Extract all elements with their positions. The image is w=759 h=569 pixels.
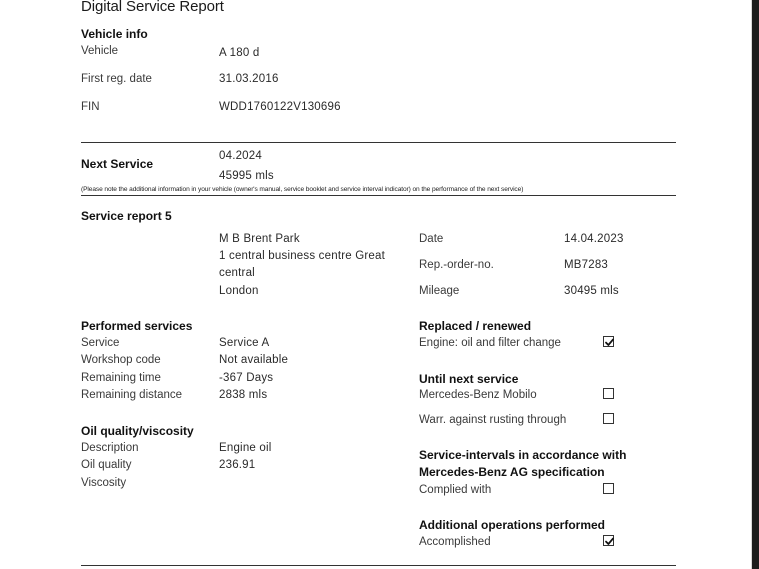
- page-title: Digital Service Report: [81, 0, 224, 15]
- oil-quality-label: Oil quality: [81, 459, 132, 471]
- engine-oil-filter-checkbox[interactable]: [603, 336, 614, 347]
- next-service-date: 04.2024: [219, 150, 262, 162]
- fin-value: WDD1760122V130696: [219, 101, 341, 113]
- date-label: Date: [419, 233, 444, 245]
- first-reg-date-value: 31.03.2016: [219, 73, 279, 85]
- mileage-label: Mileage: [419, 285, 460, 297]
- divider: [81, 195, 676, 196]
- rep-order-no-label: Rep.-order-no.: [419, 259, 494, 271]
- complied-with-label: Complied with: [419, 484, 492, 496]
- mobilo-label: Mercedes-Benz Mobilo: [419, 389, 537, 401]
- additional-operations-heading: Additional operations performed: [419, 518, 606, 532]
- date-value: 14.04.2023: [564, 233, 624, 245]
- rust-warranty-label: Warr. against rusting through: [419, 414, 567, 426]
- service-intervals-heading: Service-intervals in accordance with Mercedes-Benz AG specification: [419, 448, 627, 479]
- remaining-time-value: -367 Days: [219, 372, 274, 384]
- description-label: Description: [81, 442, 139, 454]
- fin-label: FIN: [81, 101, 100, 113]
- viscosity-label: Viscosity: [81, 477, 127, 489]
- next-service-note: (Please note the additional information in your vehicle (owner's manual, service booklet and service interval indicator) on the performance of the next service): [81, 186, 524, 193]
- mobilo-checkbox[interactable]: [603, 388, 614, 399]
- performed-services-heading: Performed services: [81, 319, 193, 333]
- remaining-time-label: Remaining time: [81, 372, 161, 384]
- mileage-value: 30495 mls: [564, 285, 619, 297]
- oil-quality-value: 236.91: [219, 459, 256, 471]
- service-label: Service: [81, 337, 120, 349]
- description-value: Engine oil: [219, 442, 272, 454]
- until-next-service-heading: Until next service: [419, 372, 519, 386]
- accomplished-label: Accomplished: [419, 536, 491, 548]
- oil-quality-heading: Oil quality/viscosity: [81, 424, 194, 438]
- divider: [81, 565, 676, 566]
- complied-with-checkbox[interactable]: [603, 483, 614, 494]
- service-value: Service A: [219, 337, 270, 349]
- workshop-street: 1 central business centre Great central: [219, 250, 386, 279]
- remaining-distance-label: Remaining distance: [81, 389, 183, 401]
- first-reg-date-label: First reg. date: [81, 73, 152, 85]
- rust-warranty-checkbox[interactable]: [603, 413, 614, 424]
- check-icon: [604, 536, 615, 547]
- service-report-heading: Service report 5: [81, 209, 172, 223]
- replaced-renewed-heading: Replaced / renewed: [419, 319, 532, 333]
- workshop-city: London: [219, 285, 259, 297]
- vehicle-info-heading: Vehicle info: [81, 27, 148, 41]
- workshop-code-label: Workshop code: [81, 354, 161, 366]
- workshop-name: M B Brent Park: [219, 233, 300, 245]
- accomplished-checkbox[interactable]: [603, 535, 614, 546]
- remaining-distance-value: 2838 mls: [219, 389, 268, 401]
- vehicle-label: Vehicle: [81, 45, 119, 57]
- next-service-mileage: 45995 mls: [219, 170, 274, 182]
- rep-order-no-value: MB7283: [564, 259, 609, 271]
- engine-oil-filter-label: Engine: oil and filter change: [419, 337, 561, 349]
- check-icon: [604, 337, 615, 348]
- next-service-heading: Next Service: [81, 157, 154, 171]
- workshop-code-value: Not available: [219, 354, 289, 366]
- divider: [81, 142, 676, 143]
- vehicle-value: A 180 d: [219, 47, 260, 59]
